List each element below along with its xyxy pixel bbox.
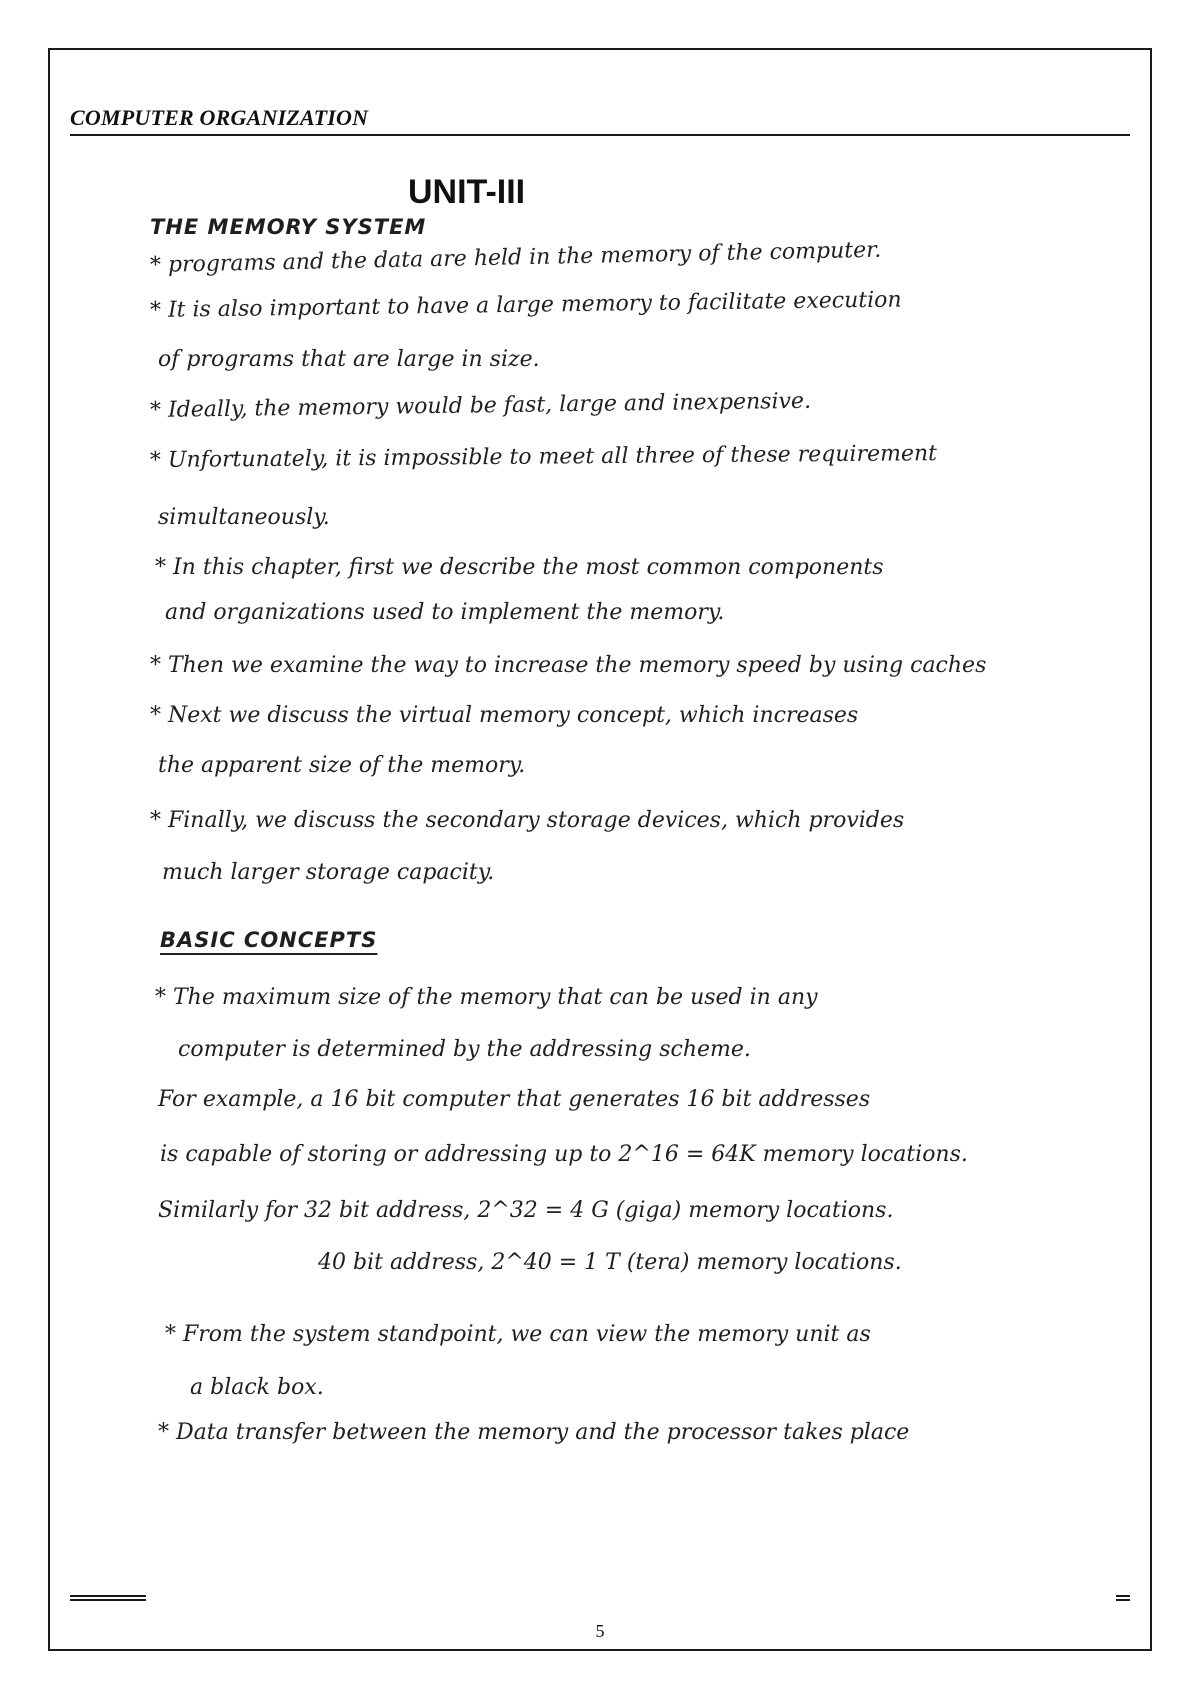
note-line: * It is also important to have a large memory to facilitate execution — [149, 287, 902, 323]
header-rule — [70, 134, 1130, 136]
note-line: * Finally, we discuss the secondary storage devices, which provides — [150, 808, 905, 833]
note-line: much larger storage capacity. — [162, 860, 495, 885]
note-line: simultaneously. — [158, 505, 330, 530]
note-line: of programs that are large in size. — [158, 347, 540, 372]
note-line: the apparent size of the memory. — [158, 753, 526, 778]
unit-title: UNIT-III — [408, 173, 526, 211]
running-header-title: COMPUTER ORGANIZATION — [70, 105, 369, 130]
note-line: * Unfortunately, it is impossible to meet all three of these requirement — [149, 441, 938, 473]
page-frame — [48, 48, 1152, 1651]
note-line: * In this chapter, first we describe the most common components — [155, 555, 884, 580]
note-line: * Data transfer between the memory and the processor takes place — [158, 1420, 910, 1445]
note-line: and organizations used to implement the memory. — [165, 600, 725, 625]
note-line: * Ideally, the memory would be fast, large and inexpensive. — [149, 388, 812, 423]
section-heading-memory-system: THE MEMORY SYSTEM — [150, 215, 427, 239]
note-line: a black box. — [190, 1375, 324, 1400]
note-line: * programs and the data are held in the memory of the computer. — [149, 237, 882, 278]
note-line: * Next we discuss the virtual memory concept, which increases — [150, 703, 859, 728]
note-line: computer is determined by the addressing scheme. — [178, 1037, 751, 1062]
note-line: 40 bit address, 2^40 = 1 T (tera) memory locations. — [318, 1250, 902, 1275]
note-line: * From the system standpoint, we can view the memory unit as — [165, 1322, 871, 1347]
note-line: * Then we examine the way to increase the memory speed by using caches — [150, 653, 987, 678]
note-line: is capable of storing or addressing up to 2^16 = 64K memory locations. — [160, 1142, 968, 1167]
note-line: Similarly for 32 bit address, 2^32 = 4 G (giga) memory locations. — [158, 1198, 894, 1223]
section-heading-basic-concepts: BASIC CONCEPTS — [160, 928, 378, 952]
page-number: 5 — [595, 1621, 605, 1641]
note-line: * The maximum size of the memory that can be used in any — [155, 985, 818, 1010]
footer-rule-left — [70, 1595, 146, 1601]
footer-rule-right — [1116, 1595, 1130, 1601]
note-line: For example, a 16 bit computer that generates 16 bit addresses — [158, 1087, 871, 1112]
